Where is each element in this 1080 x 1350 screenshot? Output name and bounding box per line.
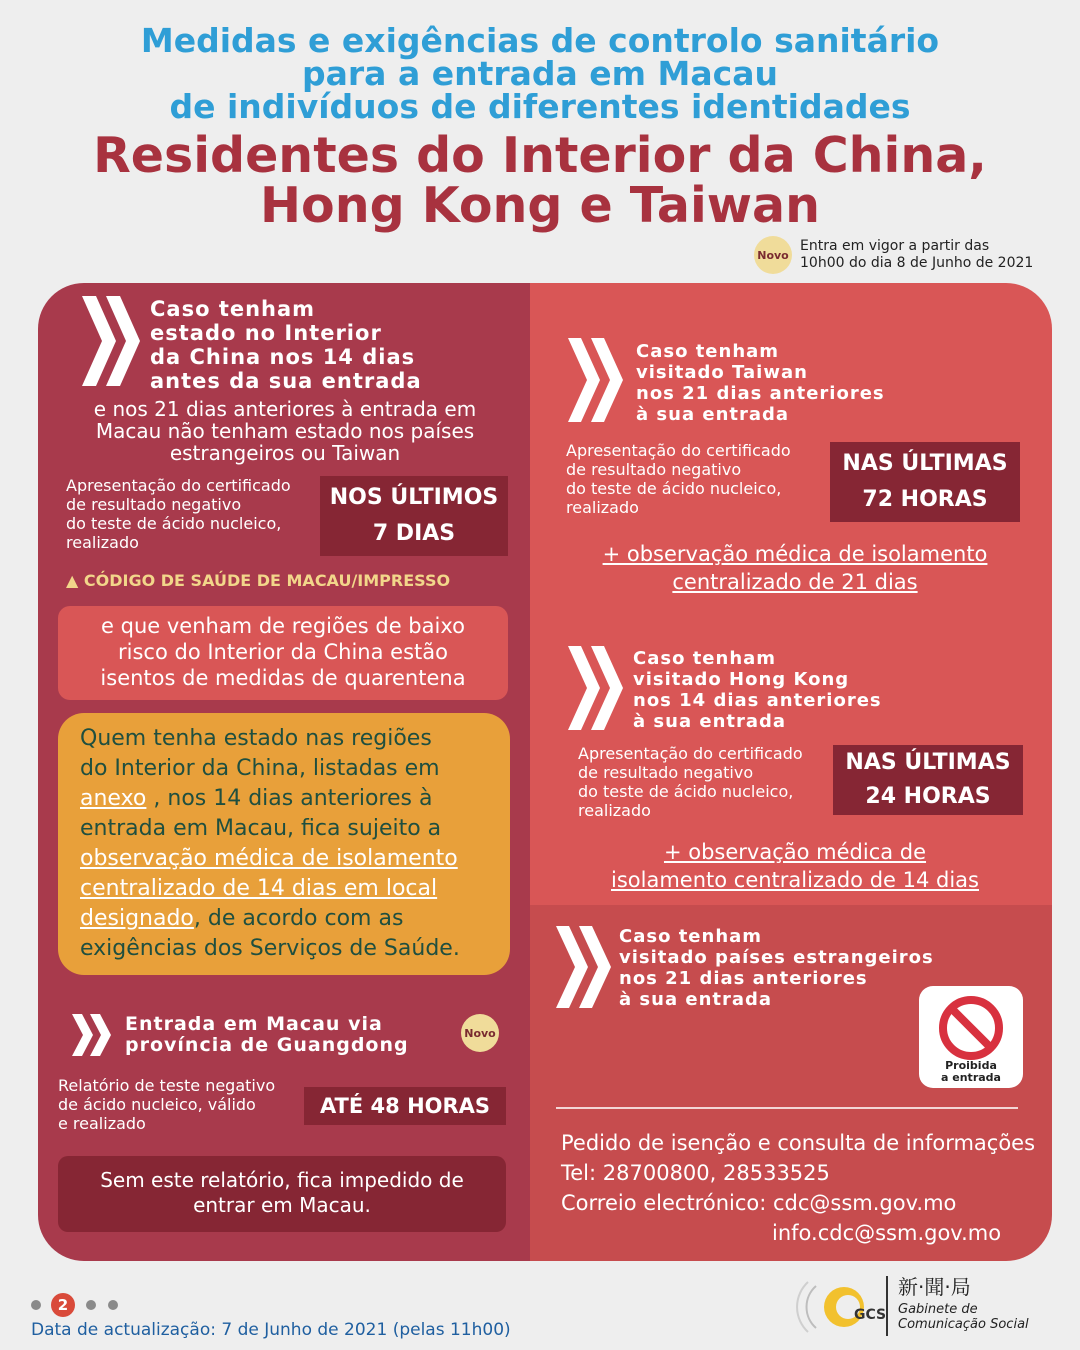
contact-email-1[interactable]: Correio electrónico: cdc@ssm.gov.mo <box>561 1191 957 1215</box>
taiwan-heading-line: nos 21 dias anteriores <box>636 383 885 404</box>
gcs-logo-icon <box>794 1274 890 1340</box>
hongkong-time-box <box>833 745 1023 815</box>
guangdong-heading-line: Entrada em Macau via <box>125 1013 383 1035</box>
box-line: 72 HORAS <box>862 487 988 512</box>
mainland-requirement <box>66 476 291 552</box>
logo-divider <box>886 1276 888 1336</box>
exempt-box <box>58 606 508 700</box>
quarantine-notice <box>58 713 510 975</box>
contact-block <box>561 1128 1035 1218</box>
mainland-heading-line: Caso tenham <box>150 297 316 321</box>
subtitle-line-2: para a entrada em Macau <box>302 54 778 93</box>
subtitle-line-1: Medidas e exigências de controlo sanitário <box>140 21 940 60</box>
requirement-line: de resultado negativo <box>66 495 242 514</box>
taiwan-heading <box>636 341 885 425</box>
condition-line: estrangeiros ou Taiwan <box>169 441 401 465</box>
guangdong-warning <box>58 1156 506 1232</box>
requirement-line: realizado <box>66 533 139 552</box>
prohibited-label <box>919 1060 1023 1084</box>
report-line: Relatório de teste negativo <box>58 1076 276 1095</box>
guangdong-heading <box>125 1014 409 1056</box>
notice-line: do Interior da China, listadas em <box>80 756 440 781</box>
notice-line: entrada em Macau, fica sujeito a <box>80 816 442 841</box>
hongkong-requirement <box>578 744 803 820</box>
mainland-heading-line: da China nos 14 dias <box>150 345 416 369</box>
report-line: e realizado <box>58 1114 146 1133</box>
notice-line-underlined: centralizado de 14 dias em local <box>80 876 438 901</box>
mainland-condition <box>40 398 530 464</box>
prohibited-line: a entrada <box>941 1071 1001 1084</box>
double-chevron-icon <box>556 926 616 1008</box>
taiwan-time-box <box>830 442 1020 522</box>
notice-line: exigências dos Serviços de Saúde. <box>80 936 460 961</box>
mainland-time-box <box>320 476 508 556</box>
requirement-line: de resultado negativo <box>578 763 754 782</box>
annex-link[interactable]: anexo <box>80 786 147 811</box>
divider <box>556 1107 1018 1109</box>
effective-line-1: Entra em vigor a partir das <box>800 238 990 254</box>
hongkong-heading-line: nos 14 dias anteriores <box>633 690 882 711</box>
notice-line-underlined: observação médica de isolamento <box>80 846 458 871</box>
logo-mark: GCS <box>854 1307 887 1323</box>
gcs-logo <box>794 1272 1058 1342</box>
double-chevron-icon <box>568 338 628 422</box>
report-line: de ácido nucleico, válido <box>58 1095 256 1114</box>
logo-line: Comunicação Social <box>898 1317 1029 1332</box>
page-dot[interactable] <box>31 1300 41 1310</box>
foreign-heading <box>619 926 934 1010</box>
foreign-heading-line: nos 21 dias anteriores <box>619 968 868 989</box>
extra-line: centralizado de 21 dias <box>672 570 918 594</box>
box-line: NOS ÚLTIMOS <box>329 485 499 510</box>
warning-line: entrar em Macau. <box>193 1193 371 1217</box>
hongkong-heading <box>633 648 882 732</box>
requirement-line: do teste de ácido nucleico, <box>578 782 794 801</box>
logo-text <box>898 1302 1029 1332</box>
prohibited-card <box>919 986 1023 1088</box>
box-line: 24 HORAS <box>865 784 991 809</box>
notice-line: , nos 14 dias anteriores à <box>146 786 433 811</box>
mainland-heading <box>150 297 422 393</box>
hongkong-heading-line: Caso tenham <box>633 648 777 669</box>
guangdong-time-box: ATÉ 48 HORAS <box>304 1087 506 1125</box>
health-code-label: ▲ CÓDIGO DE SAÚDE DE MACAU/IMPRESSO <box>66 571 451 590</box>
page-title-line-1: Residentes do Interior da China, <box>93 127 987 184</box>
effective-line-2: 10h00 do dia 8 de Junho de 2021 <box>800 255 1034 271</box>
requirement-line: de resultado negativo <box>566 460 742 479</box>
page-dot[interactable] <box>86 1300 96 1310</box>
hongkong-extra <box>540 838 1050 894</box>
requirement-line: realizado <box>566 498 639 517</box>
requirement-line: do teste de ácido nucleico, <box>66 514 282 533</box>
warning-line: Sem este relatório, fica impedido de <box>100 1168 464 1192</box>
extra-line: isolamento centralizado de 14 dias <box>611 868 979 892</box>
box-line: 7 DIAS <box>372 521 456 546</box>
update-date: Data de actualização: 7 de Junho de 2021 (pelas 11h00) <box>31 1320 511 1340</box>
page-dot[interactable] <box>108 1300 118 1310</box>
taiwan-extra <box>540 540 1050 596</box>
taiwan-heading-line: Caso tenham <box>636 341 780 362</box>
guangdong-heading-line: província de Guangdong <box>125 1034 409 1056</box>
notice-line: , de acordo com as <box>193 906 404 931</box>
no-entry-icon <box>937 994 1005 1062</box>
requirement-line: Apresentação do certificado <box>66 476 291 495</box>
guangdong-report <box>58 1076 275 1133</box>
logo-line: Gabinete de <box>898 1302 978 1317</box>
extra-line: + observação médica de isolamento <box>602 542 988 566</box>
notice-line-underlined: designado <box>80 906 194 931</box>
box-line: NAS ÚLTIMAS <box>842 451 1008 476</box>
exempt-line: risco do Interior da China estão <box>118 640 448 664</box>
page-dot-active[interactable]: 2 <box>51 1293 75 1317</box>
double-chevron-icon <box>568 646 628 730</box>
hongkong-heading-line: à sua entrada <box>633 711 787 732</box>
effective-date <box>800 238 1033 272</box>
requirement-line: Apresentação do certificado <box>578 744 803 763</box>
contact-email-2[interactable]: info.cdc@ssm.gov.mo <box>772 1221 1002 1245</box>
taiwan-heading-line: visitado Taiwan <box>636 362 808 383</box>
condition-line: Macau não tenham estado nos países <box>95 419 475 443</box>
hongkong-heading-line: visitado Hong Kong <box>633 669 850 690</box>
extra-line: + observação médica de <box>663 840 927 864</box>
contact-tel[interactable]: Tel: 28700800, 28533525 <box>561 1161 830 1185</box>
taiwan-requirement <box>566 441 791 517</box>
foreign-heading-line: Caso tenham <box>619 926 763 947</box>
logo-chinese: 新·聞·局 <box>898 1275 971 1299</box>
new-badge: Novo <box>461 1014 499 1052</box>
page-title-line-2: Hong Kong e Taiwan <box>260 177 820 234</box>
requirement-line: do teste de ácido nucleico, <box>566 479 782 498</box>
prohibited-line: Proibida <box>945 1059 997 1072</box>
requirement-line: realizado <box>578 801 651 820</box>
contact-title: Pedido de isenção e consulta de informações <box>561 1131 1036 1155</box>
taiwan-heading-line: à sua entrada <box>636 404 790 425</box>
mainland-heading-line: estado no Interior <box>150 321 382 345</box>
foreign-heading-line: visitado países estrangeiros <box>619 947 934 968</box>
foreign-heading-line: à sua entrada <box>619 989 773 1010</box>
notice-line: Quem tenha estado nas regiões <box>80 726 432 751</box>
new-badge: Novo <box>754 236 792 274</box>
requirement-line: Apresentação do certificado <box>566 441 791 460</box>
subtitle-line-3: de indivíduos de diferentes identidades <box>169 87 911 126</box>
exempt-line: isentos de medidas de quarentena <box>100 666 466 690</box>
mainland-heading-line: antes da sua entrada <box>150 369 422 393</box>
condition-line: e nos 21 dias anteriores à entrada em <box>93 397 477 421</box>
double-chevron-icon <box>82 296 144 386</box>
exempt-line: e que venham de regiões de baixo <box>101 614 465 638</box>
box-line: NAS ÚLTIMAS <box>845 750 1011 775</box>
double-chevron-icon <box>72 1014 118 1056</box>
